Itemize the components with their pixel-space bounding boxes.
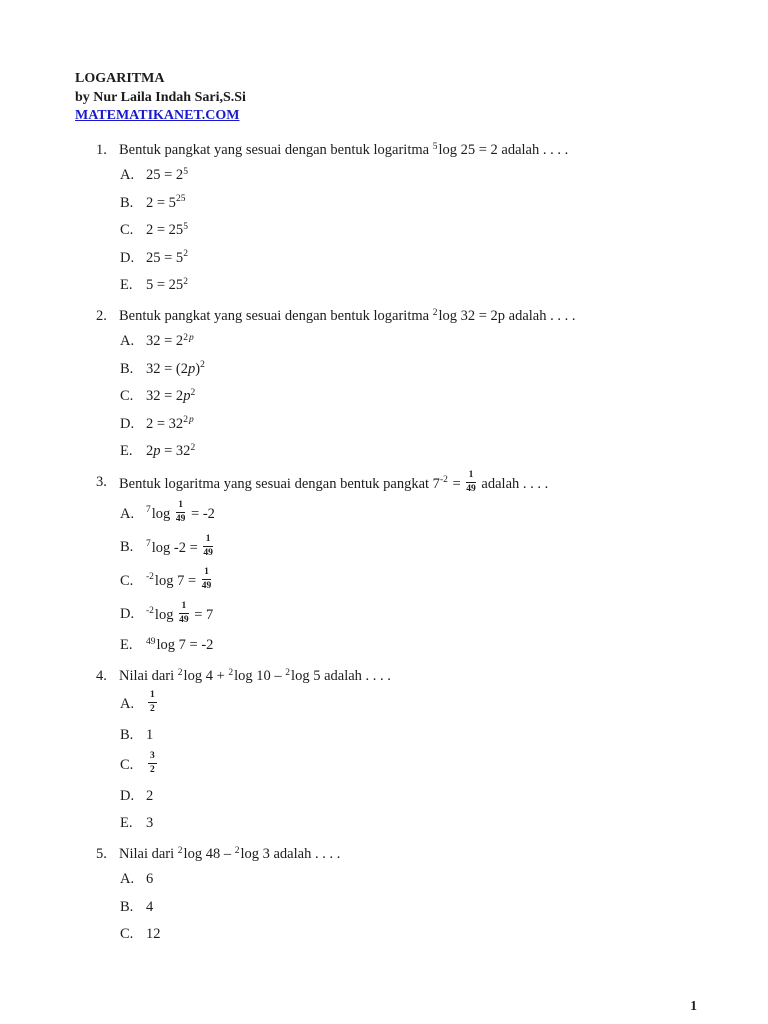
option-letter: D.: [120, 415, 135, 432]
question-list: [96, 140, 732, 955]
question-number: 3.: [96, 474, 107, 490]
option-value: 2: [146, 787, 154, 804]
option-value: 3: [146, 815, 154, 831]
option-value: 6: [146, 871, 154, 887]
option-value: $32 = 2p^2$: [146, 387, 196, 404]
option-letter: A.: [120, 695, 135, 712]
option-letter: C.: [120, 756, 134, 773]
fraction: $\frac{1}{49}$: [179, 600, 189, 625]
option-row: [120, 332, 732, 351]
option-value: $2p = 32^2$: [146, 442, 196, 459]
option-value: [146, 692, 732, 717]
option-value: $^7$log $\frac{1}{49}$ = -2: [146, 500, 215, 524]
option-letter: E.: [120, 277, 133, 293]
page-title: LOGARITMA: [75, 71, 165, 86]
question-item: [96, 140, 732, 295]
option-letter: B.: [120, 539, 134, 556]
option-letter: B.: [120, 360, 134, 377]
option-row: [120, 753, 732, 778]
document-header: [75, 70, 246, 126]
option-row: [120, 636, 732, 655]
question-number: 2.: [96, 308, 107, 324]
option-row: [120, 925, 732, 944]
option-row: [120, 387, 732, 406]
option-row: [120, 442, 732, 461]
option-row: [120, 814, 732, 833]
option-letter: A.: [120, 333, 135, 349]
option-row: [120, 276, 732, 295]
option-letter: D.: [120, 787, 135, 804]
option-row: [120, 898, 732, 917]
option-value: $^7$log -2 = $\frac{1}{49}$: [146, 533, 213, 558]
question-prompt: Bentuk pangkat yang sesuai dengan bentuk logaritma $^5$log 25 = 2 adalah . . . .: [119, 141, 569, 158]
option-letter: C.: [120, 572, 134, 589]
question-prompt: Nilai dari $^2$log 4 + $^2$log 10 – $^2$log 5 adalah . . . .: [119, 667, 391, 684]
option-value: 4: [146, 898, 154, 915]
option-row: [120, 194, 732, 213]
option-value: $2 = 32^{2p}$: [146, 415, 194, 432]
option-value: $2 = 25^5$: [146, 221, 188, 238]
fraction: $\frac{1}{49}$: [466, 470, 476, 494]
option-row: [120, 692, 732, 717]
option-row: [120, 221, 732, 240]
option-value: $5 = 25^2$: [146, 276, 188, 293]
question-prompt: Nilai dari $^2$log 48 – $^2$log 3 adalah . . . .: [119, 845, 341, 862]
question-item: [96, 666, 732, 833]
fraction: $\frac{1}{49}$: [201, 567, 212, 591]
option-letter: E.: [120, 637, 133, 653]
question-number: 4.: [96, 668, 107, 684]
option-row: [120, 360, 732, 379]
option-letter: C.: [120, 388, 134, 404]
option-letter: B.: [120, 898, 134, 915]
option-value: $25 = 5^2$: [146, 249, 188, 266]
option-letter: C.: [120, 926, 134, 942]
option-letter: A.: [120, 871, 135, 887]
option-row: [120, 415, 732, 434]
question-item: [96, 306, 732, 461]
fraction: $\frac{1}{2}$: [150, 690, 155, 714]
question-prompt: Bentuk pangkat yang sesuai dengan bentuk logaritma $^2$log 32 = 2p adalah . . . .: [119, 307, 576, 324]
website-link[interactable]: MATEMATIKANET.COM: [75, 108, 240, 123]
fraction: $\frac{1}{49}$: [203, 533, 213, 558]
author-line: by Nur Laila Indah Sari,S.Si: [75, 89, 246, 105]
question-number: 5.: [96, 846, 107, 862]
option-row: [120, 787, 732, 806]
option-letter: D.: [120, 606, 135, 623]
option-value: 12: [146, 926, 161, 942]
option-value: $^{-2}$log $\frac{1}{49}$ = 7: [146, 600, 214, 625]
option-letter: A.: [120, 505, 135, 522]
option-value: [146, 753, 732, 778]
option-row: [120, 533, 732, 561]
option-row: [120, 502, 732, 527]
option-row: [120, 726, 732, 745]
option-letter: E.: [120, 443, 133, 459]
option-letter: C.: [120, 222, 134, 238]
question-prompt: Bentuk logaritma yang sesuai dengan bentuk pangkat $7^{-2}$ = $\frac{1}{49}$ adalah . . . .: [119, 470, 549, 494]
option-row: [120, 870, 732, 889]
fraction: $\frac{3}{2}$: [150, 751, 155, 775]
option-row: [120, 569, 732, 594]
option-letter: B.: [120, 726, 134, 743]
option-value: 1: [146, 726, 154, 743]
question-number: 1.: [96, 142, 107, 158]
question-item: [96, 844, 732, 944]
fraction: $\frac{1}{49}$: [175, 500, 186, 524]
option-row: [120, 249, 732, 268]
option-value: $^{-2}$log 7 = $\frac{1}{49}$: [146, 567, 212, 591]
option-letter: B.: [120, 194, 134, 211]
option-value: $2 = 5^{25}$: [146, 194, 186, 211]
option-value: $25 = 2^5$: [146, 166, 188, 183]
option-letter: A.: [120, 167, 135, 183]
option-letter: E.: [120, 815, 133, 831]
question-item: [96, 472, 732, 655]
page-number: 1: [690, 998, 697, 1013]
option-row: [120, 600, 732, 628]
option-value: $^{49}$log 7 = -2: [146, 636, 214, 653]
option-value: $32 = (2p)^2$: [146, 360, 205, 377]
option-letter: D.: [120, 249, 135, 266]
option-value: $32 = 2^{2p}$: [146, 332, 194, 349]
option-row: [120, 166, 732, 185]
